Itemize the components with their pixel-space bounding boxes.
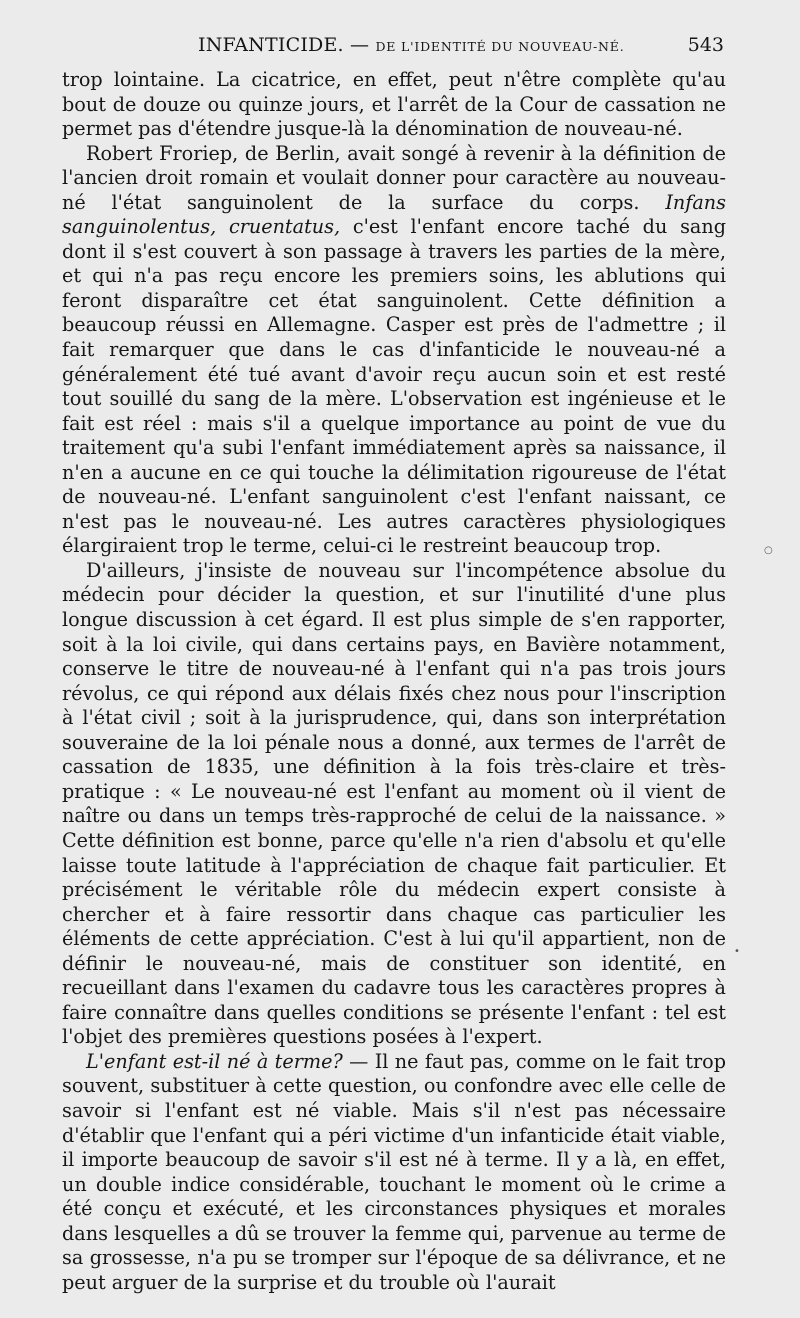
running-title-main: INFANTICIDE.	[198, 34, 344, 56]
running-title-dash: —	[350, 34, 370, 56]
paragraph-2-latin-phrase: Infans sanguinolentus, cruentatus,	[62, 190, 726, 239]
margin-speck: •	[734, 946, 740, 957]
running-title-rest: DE L'IDENTITÉ DU NOUVEAU-NÉ.	[375, 39, 625, 54]
paragraph-2-text-a: Robert Froriep, de Berlin, avait songé à revenir à la définition de l'ancien droit romain et voulait donner pour caractère au nouveau-né l'état sanguinolent de la surface du corps.	[62, 141, 726, 214]
paragraph-4-text: — Il ne faut pas, comme on le fait trop souvent, substituer à cette question, ou confondre avec elle celle de savoir si l'enfant est né viable. Mais s'il n'est pas nécessaire d'établir que l'enfant qui a péri victime d'un infanticide était viable, il importe beaucoup de savoir s'il est né à terme. Il y a là, en effet, un double indice considérable, touchant le moment où le crime a été conçu et exécuté, et les circonstances physiques et morales dans lesquelles a dû se trouver la femme qui, parvenue au terme de sa grossesse, n'a pu se tromper sur l'époque de sa délivrance, et ne peut arguer de la surprise et du trouble où l'aurait	[62, 1049, 727, 1294]
paragraph-3: D'ailleurs, j'insiste de nouveau sur l'incompétence absolue du médecin pour décider la question, et sur l'inutilité d'une plus longue discussion à cet égard. Il est plus simple de s'en rapporter, soit à la loi civile, qui dans certains pays, en Bavière notamment, conserve le titre de nouveau-né à l'enfant qui n'a pas trois jours révolus, ce qui répond aux délais fixés chez nous pour l'inscription à l'état civil ; soit à la jurisprudence, qui, dans son interprétation souveraine de la loi pénale nous a donné, aux termes de l'arrêt de cassation de 1835, une définition à la fois très-claire et très-pratique : « Le nouveau-né est l'enfant au moment où il vient de naître ou dans un temps très-rapproché de celui de la naissance. » Cette définition est bonne, parce qu'elle n'a rien d'absolu et qu'elle laisse toute latitude à l'appréciation de chaque fait particulier. Et précisément le véritable rôle du médecin expert consiste à chercher et à faire ressortir dans chaque cas particulier les éléments de cette appréciation. C'est à lui qu'il appartient, non de définir le nouveau-né, mais de constituer son identité, en recueillant dans l'examen du cadavre tous les caractères propres à faire connaître dans quelles conditions se présente l'enfant : tel est l'objet des premières questions posées à l'expert.	[62, 558, 726, 1049]
paragraph-2-text-b: c'est l'enfant encore taché du sang dont il s'est couvert à son passage à travers les parties de la mère, et qui n'a pas reçu encore les premiers soins, les ablutions qui feront disparaître cet état sanguinolent. Cette définition a beaucoup réussi en Allemagne. Casper est près de l'admettre ; il fait remarquer que dans le cas d'infanticide le nouveau-né a généralement été tué avant d'avoir reçu aucun soin et est resté tout souillé du sang de la mère. L'observation est ingénieuse et le fait est réel : mais s'il a quelque importance au point de vue du traitement qu'a subi l'enfant immédiatement après sa naissance, il n'en a aucune en ce qui touche la délimitation rigoureuse de l'état de nouveau-né. L'enfant sanguinolent c'est l'enfant naissant, ce n'est pas le nouveau-né. Les autres caractères physiologiques élargiraient trop le terme, celui-ci le restreint beaucoup trop.	[62, 215, 726, 558]
page-number: 543	[687, 34, 724, 56]
body-text	[62, 68, 726, 1295]
running-title	[198, 34, 624, 56]
paragraph-4	[62, 1050, 726, 1295]
paragraph-2	[62, 142, 726, 559]
paragraph-1: trop lointaine. La cicatrice, en effet, peut n'être complète qu'au bout de douze ou quinze jours, et l'arrêt de la Cour de cassation ne permet pas d'étendre jusque-là la dénomination de nouveau-né.	[62, 68, 726, 141]
margin-speck: ○	[764, 545, 773, 556]
paragraph-4-question-heading: L'enfant est-il né à terme?	[86, 1049, 343, 1073]
running-head	[62, 34, 726, 58]
